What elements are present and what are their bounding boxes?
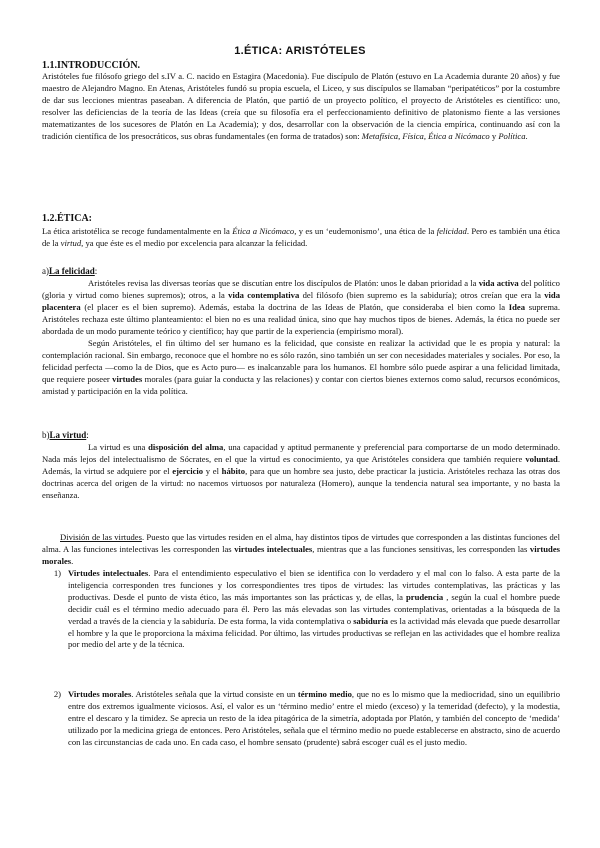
intro-heading: 1.1.INTRODUCCIÓN. bbox=[42, 60, 141, 71]
intro-text: Aristóteles fue filósofo griego del s.IV a. C. nacido en Estagira (Macedonia). Fue discípulo de Platón (estuvo en La Academia durante 20 años) y fue maestro de Alejandro Magno. En Atenas, Aristóteles fundó su propia escuela, el Liceo, y sus discípulos se llamaban “peripatéticos” por la costumbre de dar sus lecciones mientras paseaban. A diferencia de Platón, que partió de un proyecto político, el proyecto de Aristóteles es científico: uno, resolver las deficiencias de la teoría de las Ideas (creía que su filosofía era el perfeccionamiento definitivo de platonismo fiente a las versiones matematizantes de los sucesores de Platón en La Academia); y dos, desarrollar con la observación de la ciencia empírica, continuando así con la tradición científica de los presocráticos, sus obras fundamentales (en forma de tratados) son: bbox=[42, 71, 560, 141]
term-habito: hábito bbox=[221, 465, 246, 476]
etica-work: Ética a Nicómaco bbox=[232, 226, 295, 236]
text-run: . bbox=[71, 555, 74, 566]
text-run: del político (gloria y virtud como bienes supremos); otros, a la bbox=[42, 278, 560, 300]
section-label: La virtud bbox=[49, 430, 87, 440]
separator: y bbox=[489, 130, 499, 141]
list-item-morales bbox=[51, 689, 560, 749]
work-politica: Política bbox=[498, 130, 526, 141]
item-title: Virtudes morales bbox=[68, 689, 132, 699]
etica-term-virtud: virtud bbox=[60, 237, 82, 248]
work-metafisica: Metafísica bbox=[361, 130, 399, 141]
text-run: La virtud es una bbox=[88, 442, 149, 452]
text-run: suprema. Aristóteles rechaza este último planteamiento: el bien no es una realidad única, sino que hay muchos tipos de bienes. Además, la ética no puede ser abordada de un modo puramente teórico y científico; hay que partir de la experiencia (empirismo moral). bbox=[42, 301, 560, 336]
etica-text: . Pero es también una ética de la bbox=[42, 226, 560, 248]
division-paragraph bbox=[42, 532, 560, 568]
term-ejercicio: ejercicio bbox=[172, 465, 204, 476]
term-disposicion-alma: disposición del alma bbox=[148, 442, 224, 452]
etica-paragraph bbox=[42, 226, 560, 250]
text-run: , según la cual el hombre puede decidir cuál es el término medio adecuado para él. Pero las más elevadas son las virtudes contemplativas, orientadas a la búsqueda de la verdad a través de la ciencia y la sabiduría. De esta forma, la vida contemplativa o bbox=[68, 591, 560, 626]
period: . bbox=[525, 130, 528, 141]
etica-text: , y es un ‘eudemonismo’, una ética de la bbox=[294, 226, 437, 236]
work-etica-nicomaco: Ética a Nicómaco bbox=[428, 130, 490, 141]
document-title: 1.ÉTICA: ARISTÓTELES bbox=[234, 45, 366, 57]
virtud-heading bbox=[42, 429, 560, 441]
text-run: . Además, la virtud se adquiere por el bbox=[42, 453, 560, 476]
text-run: , que no es lo mismo que la mediocridad, sino un equilibrio entre dos extremos igualmente viciosos. Así, el valor es un ‘término medio’ entre el miedo (exceso) y la temeridad (defecto), y la modestia, entre el descaro y la timidez. Se aprecia un resto de la idea pitagórica de la simetría, adoptada por Platón, y también del concepto de ‘medida’ utilizado por la medicina griega de entonces. Pero Aristóteles, señala que el término medio no puede establecerse en abstracto, sino de acuerdo con las circunstancias de cada uno. En cada caso, el hombre sensato (prudente) sabrá escoger cuál es el justo medio. bbox=[68, 689, 560, 747]
text-run: y el bbox=[203, 465, 222, 476]
term-prudencia: prudencia bbox=[405, 591, 444, 602]
intro-paragraph bbox=[42, 71, 560, 142]
term-termino-medio: término medio bbox=[297, 689, 352, 699]
text-run: . Puesto que las virtudes residen en el alma, hay distintos tipos de virtudes que corresponden a las distintas funciones del alma. A las funciones intelectivas les corresponden las bbox=[42, 532, 560, 554]
text-run: (el placer es el bien supremo). Además, estaba la doctrina de las Ideas de Platón, que consideraba el bien como la bbox=[80, 301, 509, 312]
separator: , bbox=[423, 130, 429, 141]
text-run: , para que un hombre sea justo, debe practicar la justicia. Aristóteles rechaza las otras dos doctrinas acerca del origen de la virtud: no nacemos virtuosos por naturaleza (Homero), aunque la tendencia natural sea importante, y no basta la enseñanza. bbox=[42, 465, 561, 500]
etica-term-felicidad: felicidad bbox=[436, 226, 467, 236]
term-idea: Idea bbox=[508, 301, 526, 312]
list-number: 2) bbox=[53, 689, 61, 699]
work-fisica: Física bbox=[402, 130, 424, 141]
term-sabiduria: sabiduría bbox=[353, 615, 389, 626]
item-title: Virtudes intelectuales bbox=[68, 568, 149, 578]
felicidad-paragraph-2 bbox=[42, 338, 560, 398]
term-vida-activa: vida activa bbox=[478, 278, 519, 288]
term-virtudes: virtudes bbox=[112, 373, 143, 384]
etica-text: , ya que éste es el medio por excelencia para alcanzar la felicidad. bbox=[81, 237, 308, 248]
text-run: , mientras que a las funciones sensitivas, les corresponden las bbox=[312, 543, 530, 554]
term-virtudes-intelectuales: virtudes intelectuales bbox=[234, 543, 313, 554]
text-run: es la actividad más elevada que puede desarrollar el hombre y la que le proporciona la máxima felicidad. Por último, las virtudes productivas se reflejan en las actividades que el hombre realiza por medio del arte y de la técnica. bbox=[68, 615, 560, 650]
virtud-paragraph bbox=[42, 442, 560, 502]
text-run: morales (para guiar la conducta y las relaciones) y contar con ciertos bienes externos como salud, recursos económicos, amistad y participación en la vida política. bbox=[42, 373, 560, 396]
list-number: 1) bbox=[53, 568, 61, 578]
etica-text: La ética aristotélica se recoge fundamentalmente en la bbox=[42, 226, 233, 236]
list-item-text bbox=[68, 689, 560, 749]
division-lead: División de las virtudes bbox=[60, 532, 142, 542]
section-colon: : bbox=[86, 430, 89, 440]
section-colon: : bbox=[94, 266, 98, 276]
list-item-intelectuales bbox=[51, 568, 560, 651]
term-voluntad: voluntad bbox=[525, 453, 558, 464]
felicidad-paragraph-1 bbox=[42, 278, 560, 338]
text-run: , una capacidad y aptitud permanente y preferencial para comportarse de un modo determinado. Nada más lejos del intelectualismo de Sócrates, en el que la virtud es conocimiento, ya que Aristóteles considera que también requiere bbox=[42, 442, 560, 464]
section-prefix: a) bbox=[42, 266, 49, 276]
list-item-text bbox=[68, 568, 560, 651]
text-run: Según Aristóteles, el fin último del ser humano es la felicidad, que consiste en realizar la actividad que le es propia y natural: la contemplación racional. Sin embargo, reconoce que el hombre no es sólo razón, sino también un ser con necesidades materiales y sociales. Por eso, la felicidad perfecta —como la de Dios, que es Acto puro— es inalcanzable para los humanos. El hombre sólo puede aspirar a una felicidad limitada, que requiere poseer bbox=[42, 338, 560, 384]
text-run: . Para el entendimiento especulativo el bien se identifica con lo verdadero y el mal con lo falso. A esta parte de la inteligencia corresponden tres funciones y los correspondientes tres tipos de virtudes: las virtudes contemplativas, las prácticas y las productivas. Desde el punto de vista ético, las más importantes son las prácticas y, de ellas, la bbox=[68, 568, 560, 602]
section-prefix: b) bbox=[42, 430, 50, 440]
separator: , bbox=[398, 130, 403, 141]
text-run: Aristóteles revisa las diversas teorías que se discutían entre los discípulos de Platón: unos le daban prioridad a la bbox=[88, 278, 479, 288]
etica-heading: 1.2.ÉTICA: bbox=[42, 213, 93, 224]
text-run: . Aristóteles señala que la virtud consiste en un bbox=[131, 689, 298, 699]
text-run: del filósofo (bien supremo es la sabiduría); otros creían que era la bbox=[299, 289, 545, 300]
term-vida-contemplativa: vida contemplativa bbox=[228, 289, 300, 300]
term-virtudes-morales: virtudes morales bbox=[42, 543, 560, 566]
term-vida-placentera: vida placentera bbox=[42, 289, 560, 312]
section-label: La felicidad bbox=[49, 266, 95, 276]
felicidad-heading bbox=[42, 265, 560, 277]
